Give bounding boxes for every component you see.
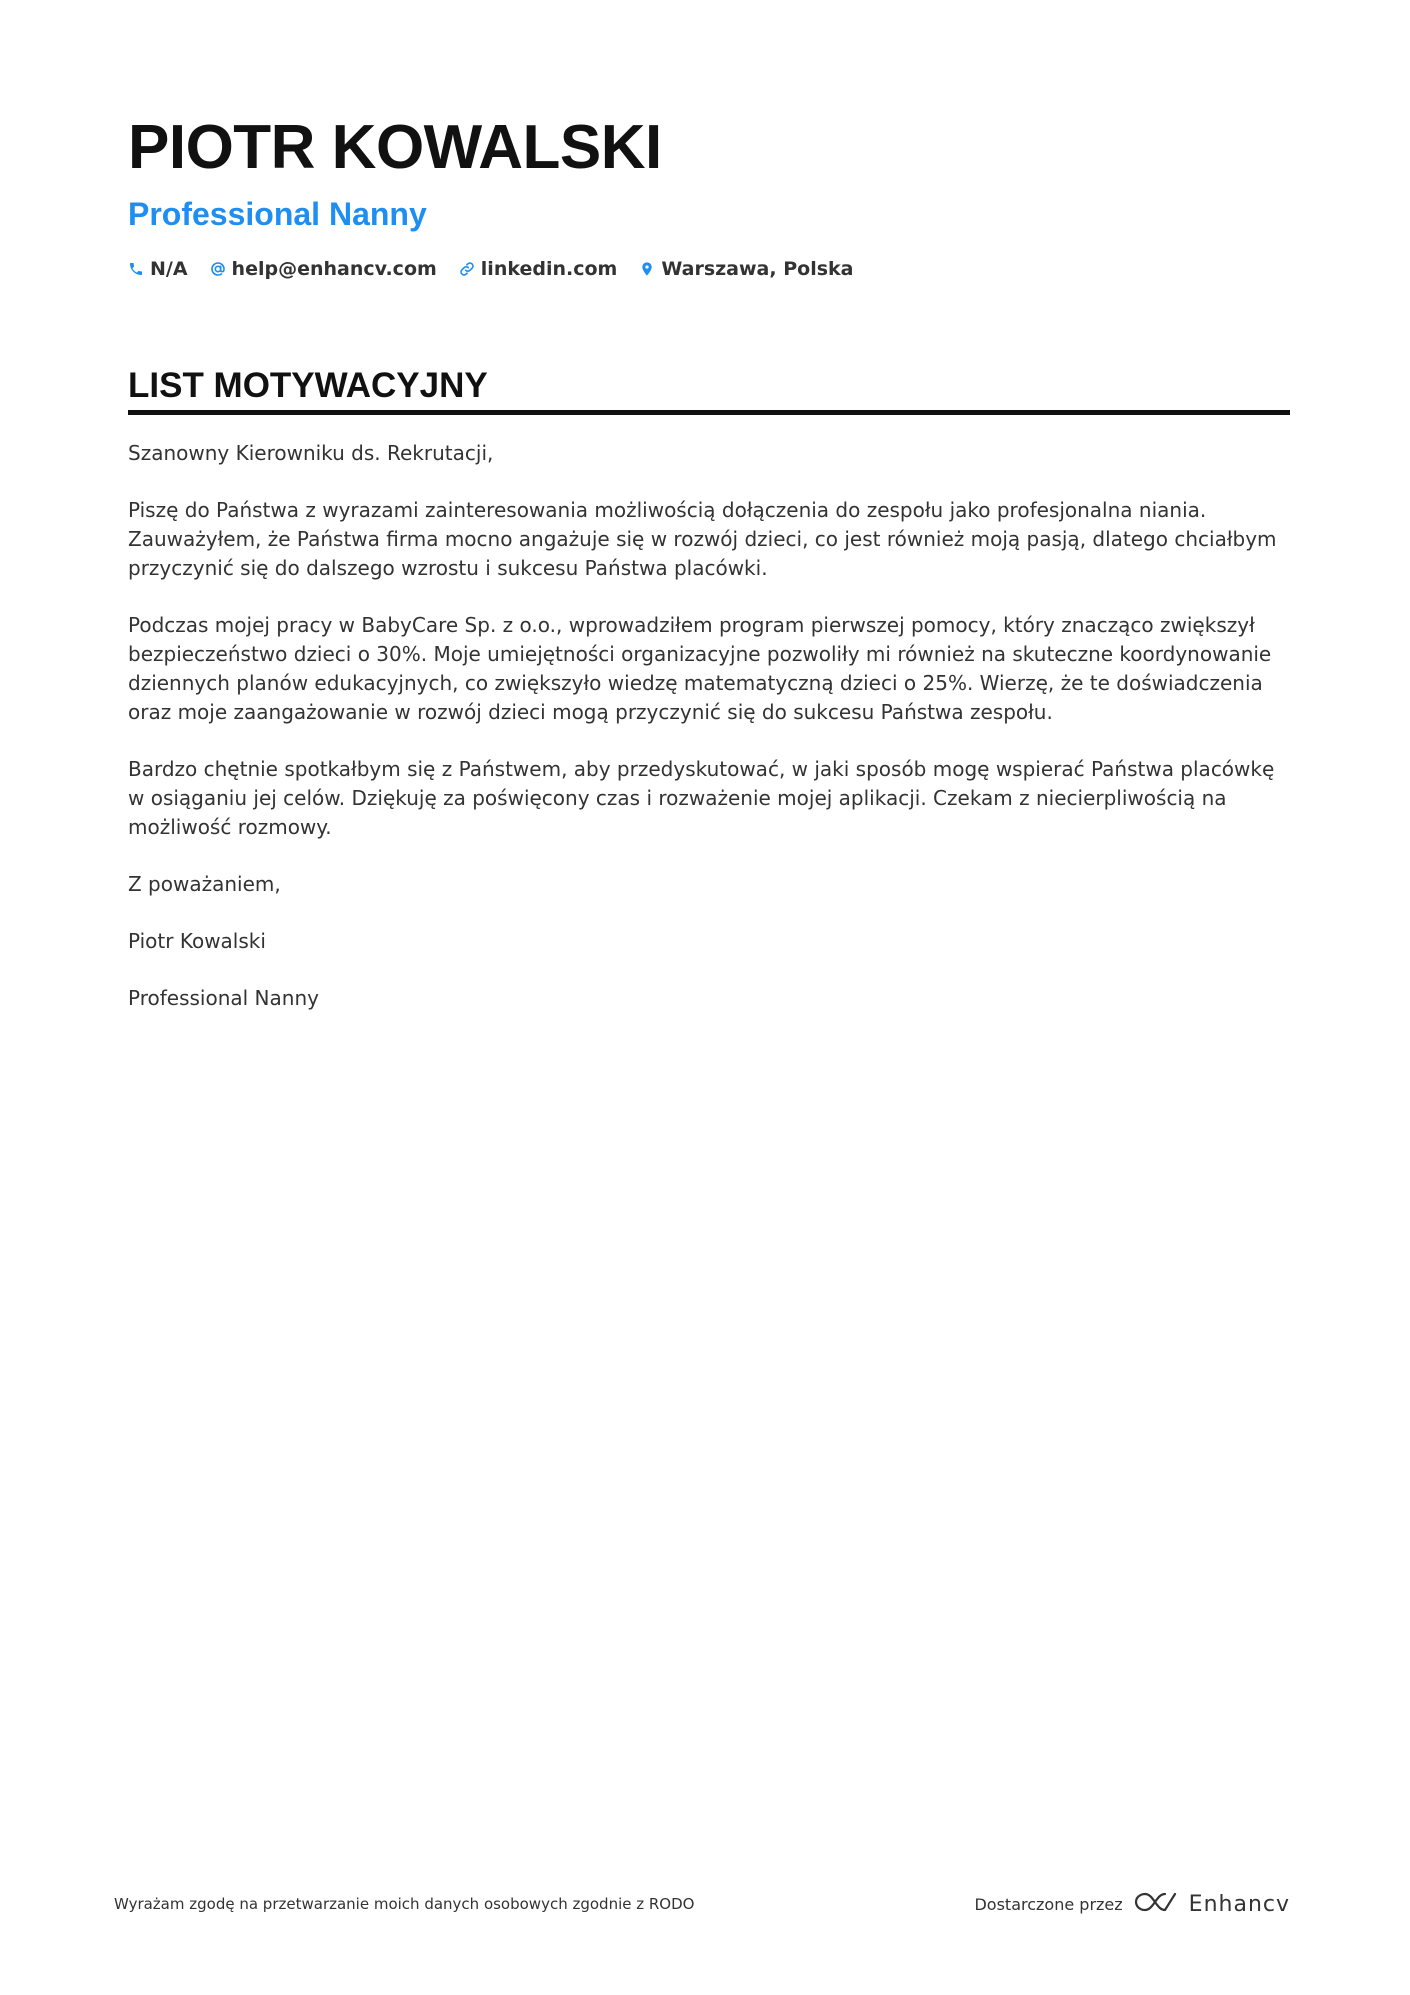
powered-by-label: Dostarczone przez [974,1894,1123,1914]
contact-phone-text: N/A [150,258,188,280]
section-title: LIST MOTYWACYJNY [128,364,1290,415]
enhancv-logo-icon [1133,1890,1179,1918]
contact-location-text: Warszawa, Polska [661,258,854,280]
letter-body [128,439,1290,1013]
signature-title: Professional Nanny [128,986,319,1010]
contact-phone [128,258,188,280]
contact-email[interactable] [210,258,437,280]
signature-name: Piotr Kowalski [128,929,266,953]
letter-paragraph: Podczas mojej pracy w BabyCare Sp. z o.o., wprowadziłem program pierwszej pomocy, który znacząco zwiększył bezpieczeństwo dzieci o 30%. Moje umiejętności organizacyjne pozwoliły mi również na skuteczne koordynowanie dziennych planów edukacyjnych, co zwiększyło wiedzę matematyczną dzieci o 25%. Wierzę, że te doświadczenia oraz moje zaangażowanie w rozwój dzieci mogą przyczynić się do sukcesu Państwa zespołu. [128,613,1272,724]
phone-icon [128,261,144,277]
candidate-role: Professional Nanny [128,196,427,232]
gdpr-consent: Wyrażam zgodę na przetwarzanie moich danych osobowych zgodnie z RODO [114,1895,695,1913]
link-icon [459,261,475,277]
contact-location [639,258,853,280]
cover-letter-page [128,112,1290,1041]
page-footer [114,1890,1290,1918]
letter-greeting: Szanowny Kierowniku ds. Rekrutacji, [128,441,494,465]
letter-closing: Z poważaniem, [128,872,281,896]
contact-linkedin-text[interactable]: linkedin.com [480,258,618,280]
contact-email-text[interactable]: help@enhancv.com [231,258,437,280]
candidate-name: PIOTR KOWALSKI [128,113,662,182]
letter-paragraph: Bardzo chętnie spotkałbym się z Państwem, aby przedyskutować, w jaki sposób mogę wspierać Państwa placówkę w osiąganiu jej celów. Dziękuję za poświęcony czas i rozważenie mojej aplikacji. Czekam z niecierpliwością na możliwość rozmowy. [128,757,1275,839]
at-icon [210,261,226,277]
brand-name[interactable]: Enhancv [1188,1891,1290,1917]
contact-linkedin[interactable] [459,258,618,280]
powered-by [974,1890,1290,1918]
letter-paragraph: Piszę do Państwa z wyrazami zainteresowania możliwością dołączenia do zespołu jako profesjonalna niania. Zauważyłem, że Państwa firma mocno angażuje się w rozwój dzieci, co jest również moją pasją, dlatego chciałbym przyczynić się do dalszego wzrostu i sukcesu Państwa placówki. [128,498,1277,580]
location-pin-icon [639,261,655,277]
contact-bar [128,258,1290,280]
